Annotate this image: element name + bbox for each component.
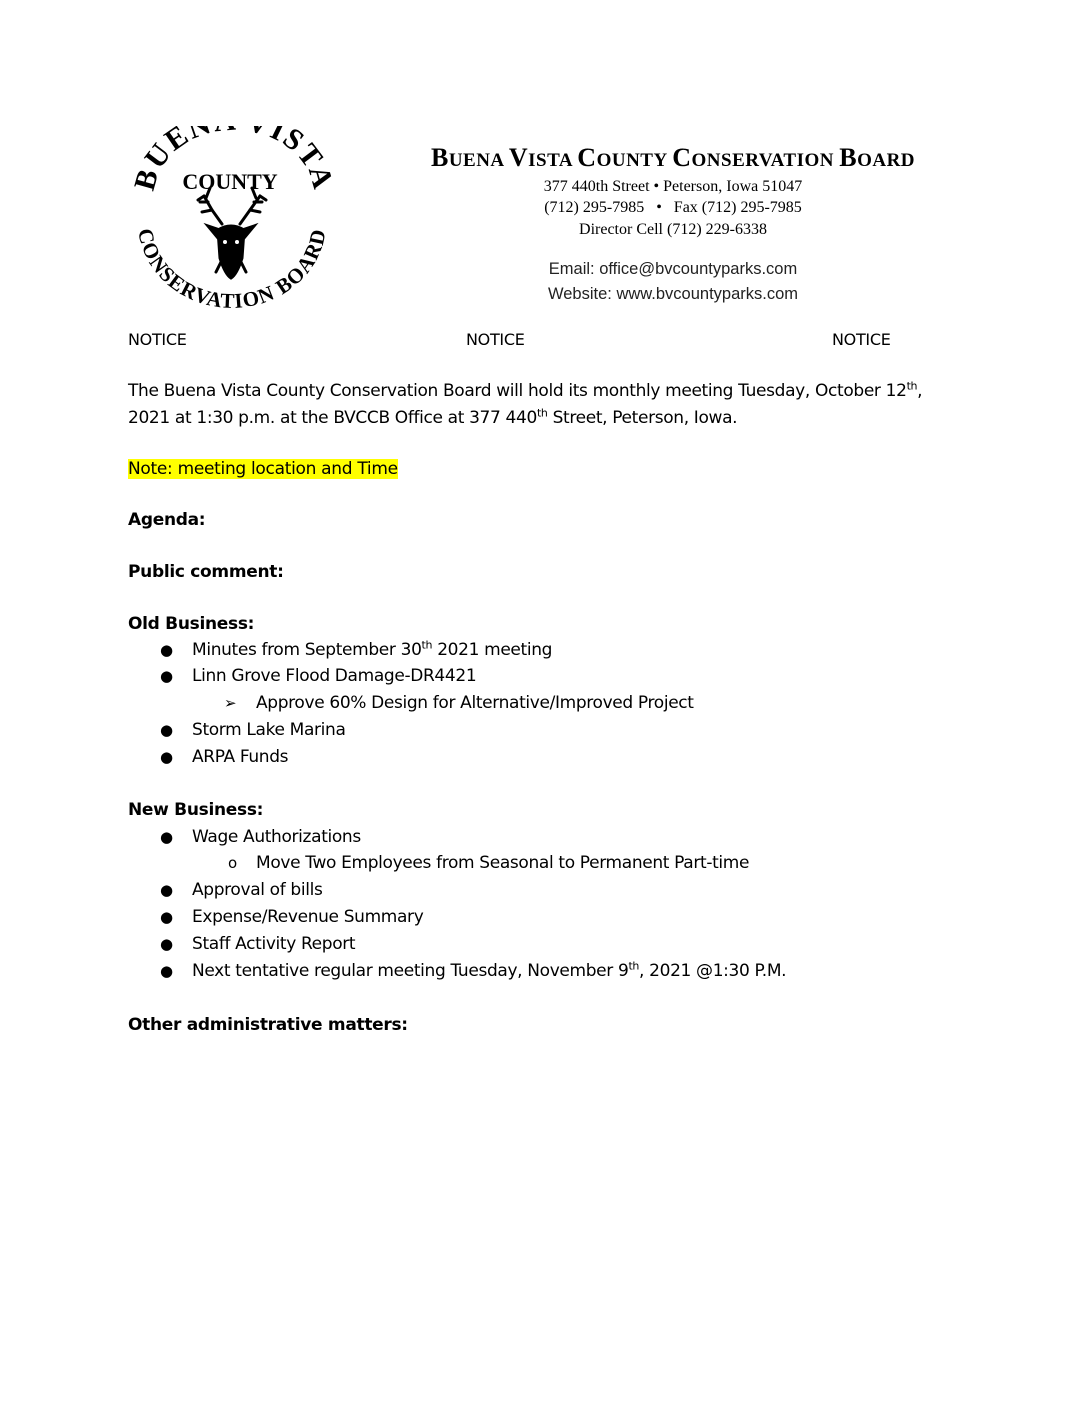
location-note-text: Note: meeting location and Time (128, 459, 398, 479)
minutes-item-text-end: 2021 meeting (432, 640, 553, 660)
next-meeting-text: Next tentative regular meeting Tuesday, November 9 (192, 961, 629, 981)
notice-right: NOTICE (832, 330, 891, 349)
org-name-rest: ONSERVATION (691, 150, 840, 171)
notice-left: NOTICE (128, 330, 187, 349)
bullet-icon: ● (160, 721, 173, 739)
bullet-icon: ● (160, 881, 173, 899)
minutes-item-text: Minutes from September 30 (192, 640, 422, 660)
org-name-initial: B (430, 143, 449, 172)
storm-lake-item: Storm Lake Marina (192, 720, 346, 740)
next-meeting-sup: th (628, 959, 640, 973)
expense-item: Expense/Revenue Summary (192, 907, 424, 927)
bullet-icon: ● (160, 935, 173, 953)
bullet-icon: ● (160, 641, 173, 659)
org-name-rest: OARD (857, 150, 916, 171)
circle-bullet-icon: o (228, 854, 237, 872)
meeting-announcement (128, 378, 948, 432)
intro-text-2: , 2021 at 1:30 p.m. at the BVCCB Office at 377 440 (128, 381, 923, 428)
org-name-initial: C (577, 143, 597, 172)
org-name-rest: ISTA (528, 150, 578, 171)
org-address: 377 440th Street • Peterson, Iowa 51047 (543, 178, 803, 195)
old-business-heading: Old Business: (128, 614, 255, 634)
org-name (416, 143, 930, 173)
new-business-heading: New Business: (128, 800, 264, 820)
org-name-initial: V (508, 143, 529, 172)
bullet-icon: ● (160, 748, 173, 766)
director-cell: Director Cell (712) 229-6338 (579, 221, 767, 238)
org-name-initial: C (672, 143, 692, 172)
arrow-bullet-icon: ➢ (224, 694, 237, 712)
linn-grove-item: Linn Grove Flood Damage-DR4421 (192, 666, 477, 686)
bullet-icon: ● (160, 908, 173, 926)
bills-item: Approval of bills (192, 880, 323, 900)
next-meeting-text-end: , 2021 @1:30 P.M. (639, 961, 787, 981)
bullet-icon: ● (160, 962, 173, 980)
arpa-item: ARPA Funds (192, 747, 289, 767)
logo-bottom-text: CONSERVATION BOARD (133, 226, 331, 312)
other-matters-heading: Other administrative matters: (128, 1015, 408, 1035)
intro-text-1: The Buena Vista County Conservation Board will hold its monthly meeting Tuesday, October 12 (128, 381, 907, 401)
org-name-initial: B (839, 143, 858, 172)
org-name-rest: OUNTY (596, 150, 673, 171)
conservation-board-logo (124, 126, 336, 312)
org-website: Website: www.bvcountyparks.com (547, 285, 799, 303)
intro-text-3: Street, Peterson, Iowa. (547, 408, 738, 428)
wage-item: Wage Authorizations (192, 827, 361, 847)
approve-design-item: Approve 60% Design for Alternative/Improved Project (256, 693, 694, 713)
org-name-rest: UENA (448, 150, 509, 171)
logo-middle-text: COUNTY (182, 169, 278, 194)
move-employees-item: Move Two Employees from Seasonal to Permanent Part-time (256, 853, 750, 873)
minutes-item-sup: th (421, 638, 433, 652)
bullet-icon: ● (160, 667, 173, 685)
org-name-text (430, 143, 916, 172)
staff-item: Staff Activity Report (192, 934, 356, 954)
notice-center: NOTICE (466, 330, 525, 349)
deer-head-icon (198, 188, 266, 278)
intro-sup-1: th (906, 379, 918, 393)
logo-top-text: BUEN IST (127, 126, 329, 194)
intro-sup-2: th (536, 406, 548, 420)
location-note (128, 456, 398, 482)
org-email: Email: office@bvcountyparks.com (548, 260, 798, 278)
org-phone-fax: (712) 295-7985 • Fax (712) 295-7985 (544, 199, 802, 216)
bullet-icon: ● (160, 828, 173, 846)
public-comment-heading: Public comment: (128, 562, 284, 582)
agenda-heading: Agenda: (128, 510, 206, 530)
